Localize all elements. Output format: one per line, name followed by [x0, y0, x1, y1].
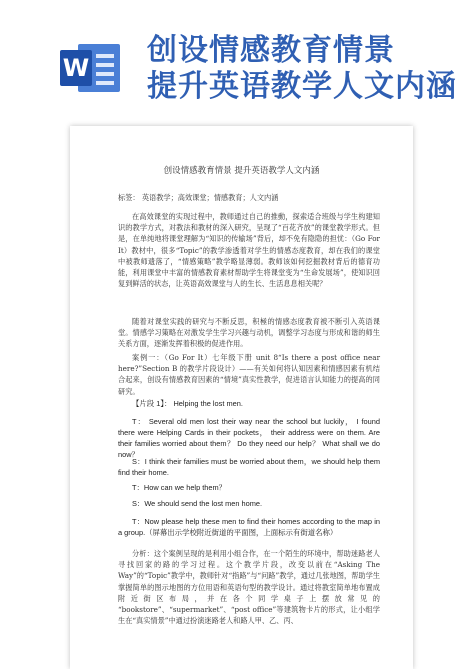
paragraph-practice: 随着对课堂实践的研究与不断反思，积極的情感态度教育被不断引入英语课堂。情感学习策略在对激发学生学习兴趣与动机，调整学习态度与形成和谐的师生关系方面，逐渐发挥着积极的促进作用。 — [118, 317, 380, 349]
paragraph-case: 案例一：（Go For It）七年级下册 unit 8“Is there a post office near here?”Section B 的教学片段设计）——有关如何将认知因素和情感因素有机结合起来，创设有情感教育因素的“情境”真实性教学，促进语言认知能力的提高的同研究。 — [118, 353, 380, 396]
banner — [0, 0, 474, 118]
document-page — [70, 126, 413, 669]
dialogue-teacher-3: T：Now please help these men to find their homes according to the map in a group.（屏幕出示学校附近街道的平面图，上面标示有街道名称） — [118, 517, 380, 537]
banner-title-line-2: 提升英语教学人文内涵 — [147, 69, 457, 104]
word-icon-letter: W — [60, 50, 92, 86]
banner-title-line-1: 创设情感教育情景 — [147, 33, 395, 68]
banner-title — [147, 33, 457, 105]
dialogue-teacher-1: T： Several old men lost their way near the school but luckily， I found there were Helping Cards in their pockets， their address were on them. Are their families worried about them？ Do they need our help？ What shall we do now？ — [118, 417, 380, 459]
dialogue-student-1: S：I think their families must be worried about them，we should help them find their home. — [118, 457, 380, 477]
keywords: 标签： 英语教学；高效课堂；情感教育；人文内涵 — [118, 193, 279, 202]
document-title: 创设情感教育情景 提升英语教学人文内涵 — [163, 166, 320, 176]
dialogue-teacher-2: T：How can we help them？ — [132, 483, 227, 492]
paragraph-intro: 在高效课堂的实现过程中，教师通过自己的推動，探索适合班级与学生构建知识的教学方式，对教法和教材的深入研究，呈现了“百花齐放”的课堂教学形式。但是，在单纯地将课堂理解为“知识的传输场”背后，却不免有隐隐的担忧：（Go For It）教材中，很多“Topic”的教学渗透着对学生的情感态度教育，却在我们的课堂中被教师遗落了，“情感策略”教学略显薄弱。教师该如何挖掘教材背后的德育功能，利用课堂中丰富的情感教育素材帮助学生将课堂变为“生命发展场”，使知识回复到鲜活的状态，让英语高效课堂与人的生长、生活息息相关呢？ — [118, 212, 380, 289]
paragraph-analysis: 分析：这个案例呈现的是利用小组合作，在一个陌生的环境中，帮助迷路老人寻找回家的路的学习过程。这个教学片段，改变以前在“Asking The Way”的“Topic”教学中，教师针对“指路”与“问路”教学，通过几张地图，帮助学生掌握简单的图示地图的方位用语和英语句型的教学设计。通过将教室简单地布置成附近街区布局，并在各个同学桌子上摆放常见的 “bookstore”、“supermarket”、“post office”等建筑物卡片的形式，让小组学生在“真实情景”中通过扮演迷路老人和路人甲、乙、丙、 — [118, 549, 380, 626]
fragment-heading: 【片段 1】： Helping the lost men. — [132, 399, 243, 408]
dialogue-student-2: S：We should send the lost men home. — [132, 499, 263, 508]
word-icon — [60, 42, 122, 94]
